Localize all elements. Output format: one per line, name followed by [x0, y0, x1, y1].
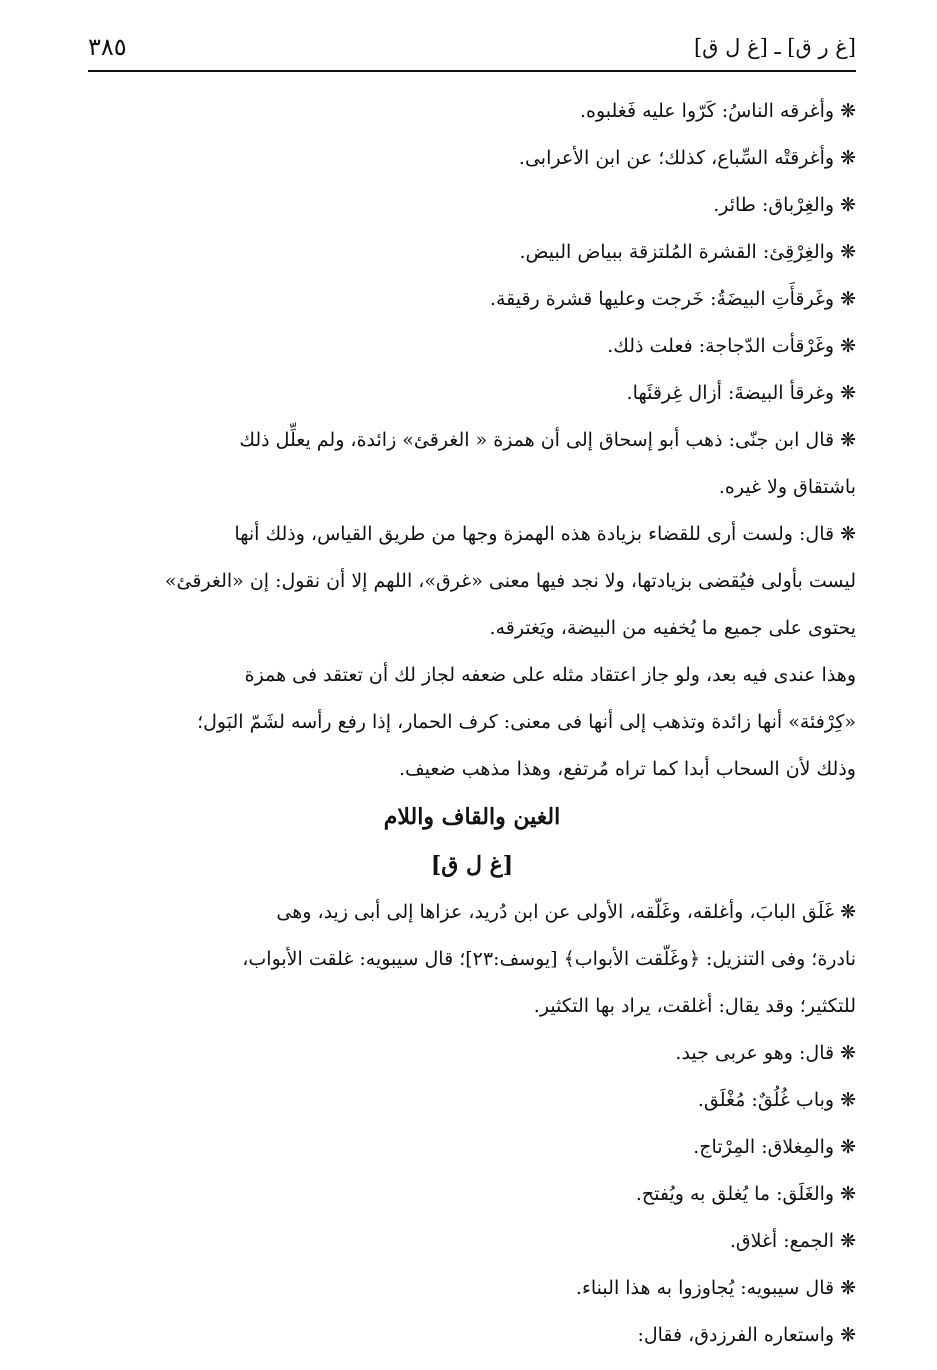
entry [88, 1312, 856, 1359]
paragraph-line [88, 652, 856, 699]
paragraph-line [88, 936, 856, 983]
asterism-icon: ❋ [840, 335, 856, 357]
entry [88, 135, 856, 182]
entry [88, 370, 856, 417]
asterism-icon: ❋ [840, 1277, 856, 1299]
paragraph-line [88, 511, 856, 558]
asterism-icon: ❋ [840, 288, 856, 310]
section-heading: الغين والقاف واللام [383, 804, 561, 830]
entry [88, 182, 856, 229]
entry [88, 1218, 856, 1265]
asterism-icon: ❋ [840, 1042, 856, 1064]
paragraph-text: للتكثير؛ وقد يقال: أغلقت، يراد بها التكثير. [533, 995, 856, 1017]
paragraph-text: غَلَق البابَ، وأغلقه، وغَلّقه، الأولى عن ابن دُريد، عزاها إلى أبى زيد، وهى [276, 901, 835, 923]
entry-text: والغَلَق: ما يُغلق به ويُفتح. [635, 1183, 835, 1205]
header-rule [88, 70, 856, 72]
entry-text: الجمع: أغلاق. [729, 1230, 835, 1252]
entry-text: والغِرْقِئ: القشرة المُلتزقة ببياض البيض. [519, 241, 835, 263]
paragraph-text: ليست بأولى فيُقضى بزيادتها، ولا نجد فيها معنى «غرق»، اللهم إلا أن نقول: إن «الغرقئ» [164, 570, 856, 592]
entry-text: وأغرقتْه السِّباع، كذلك؛ عن ابن الأعرابى. [518, 147, 835, 169]
asterism-icon: ❋ [840, 1230, 856, 1252]
paragraph-line [88, 699, 856, 746]
running-head: [غ ر ق] ـ [غ ل ق] [693, 35, 856, 59]
paragraph-line [88, 746, 856, 793]
entry-text: قال سيبويه: يُجاوزوا به هذا البناء. [575, 1277, 835, 1299]
entry-text: والغِرْباق: طائر. [713, 194, 835, 216]
entry-text: وغَرقأَتِ البيضَةُ: خَرجت وعليها قشرة رقيقة. [489, 288, 835, 310]
asterism-icon: ❋ [840, 1324, 856, 1346]
entry-text: واستعاره الفرزدق، فقال: [637, 1324, 835, 1346]
entry [88, 1030, 856, 1077]
paragraph-text: «كِرْفئة» أنها زائدة وتذهب إلى أنها فى معنى: كرف الحمار، إذا رفع رأسه لشَمّ البَول؛ [197, 711, 856, 733]
entry-text: والمِغلاق: المِرْتاج. [693, 1136, 835, 1158]
asterism-icon: ❋ [840, 241, 856, 263]
paragraph-text: قال: ولست أرى للقضاء بزيادة هذه الهمزة وجها من طريق القياس، وذلك أنها [234, 523, 835, 545]
entry [88, 1077, 856, 1124]
root-heading: [غ ل ق] [430, 852, 514, 878]
page-number: ٣٨٥ [88, 33, 127, 61]
asterism-icon: ❋ [840, 100, 856, 122]
paragraph-line [88, 464, 856, 511]
page-header [88, 28, 856, 68]
entry [88, 276, 856, 323]
asterism-icon: ❋ [840, 194, 856, 216]
asterism-icon: ❋ [840, 1089, 856, 1111]
paragraph-text: يحتوى على جميع ما يُخفيه من البيضة، ويَغترقه. [489, 617, 856, 639]
entry-text: قال: وهو عربى جيد. [675, 1042, 835, 1064]
entry-text: وباب غُلُقٌ: مُغْلَق. [697, 1089, 835, 1111]
paragraph-line [88, 889, 856, 936]
paragraph-line [88, 605, 856, 652]
paragraph-text: قال ابن جنّى: ذهب أبو إسحاق إلى أن همزة « الغرقئ» زائدة، ولم يعلِّل ذلك [239, 429, 835, 451]
asterism-icon: ❋ [840, 382, 856, 404]
paragraph-text: نادرة؛ وفى التنزيل: ﴿وغَلّقت الأبواب﴾ [يوسف:٢٣]؛ قال سيبويه: غلقت الأبواب، [242, 948, 856, 970]
asterism-icon: ❋ [840, 147, 856, 169]
paragraph-text: وذلك لأن السحاب أبدا كما تراه مُرتفع، وهذا مذهب ضعيف. [398, 758, 856, 780]
asterism-icon: ❋ [840, 901, 856, 923]
entry [88, 229, 856, 276]
asterism-icon: ❋ [840, 1183, 856, 1205]
paragraph-line [88, 417, 856, 464]
asterism-icon: ❋ [840, 523, 856, 545]
entry [88, 88, 856, 135]
entry [88, 1171, 856, 1218]
entry [88, 1265, 856, 1312]
entry-text: وغرقأ البيضةَ: أزال غِرقئَها. [626, 382, 835, 404]
paragraph-text: باشتقاق ولا غيره. [718, 476, 856, 498]
entry-text: وغَرْقأت الدّجاجة: فعلت ذلك. [607, 335, 835, 357]
paragraph-text: وهذا عندى فيه بعد، ولو جاز اعتقاد مثله على ضعفه لجاز لك أن تعتقد فى همزة [244, 664, 856, 686]
entry-text: وأغرقه الناسُ: كَرّوا عليه فَغلبوه. [579, 100, 835, 122]
page-content [88, 88, 856, 1359]
entry [88, 323, 856, 370]
asterism-icon: ❋ [840, 1136, 856, 1158]
paragraph-line [88, 558, 856, 605]
paragraph-line [88, 983, 856, 1030]
asterism-icon: ❋ [840, 429, 856, 451]
entry [88, 1124, 856, 1171]
